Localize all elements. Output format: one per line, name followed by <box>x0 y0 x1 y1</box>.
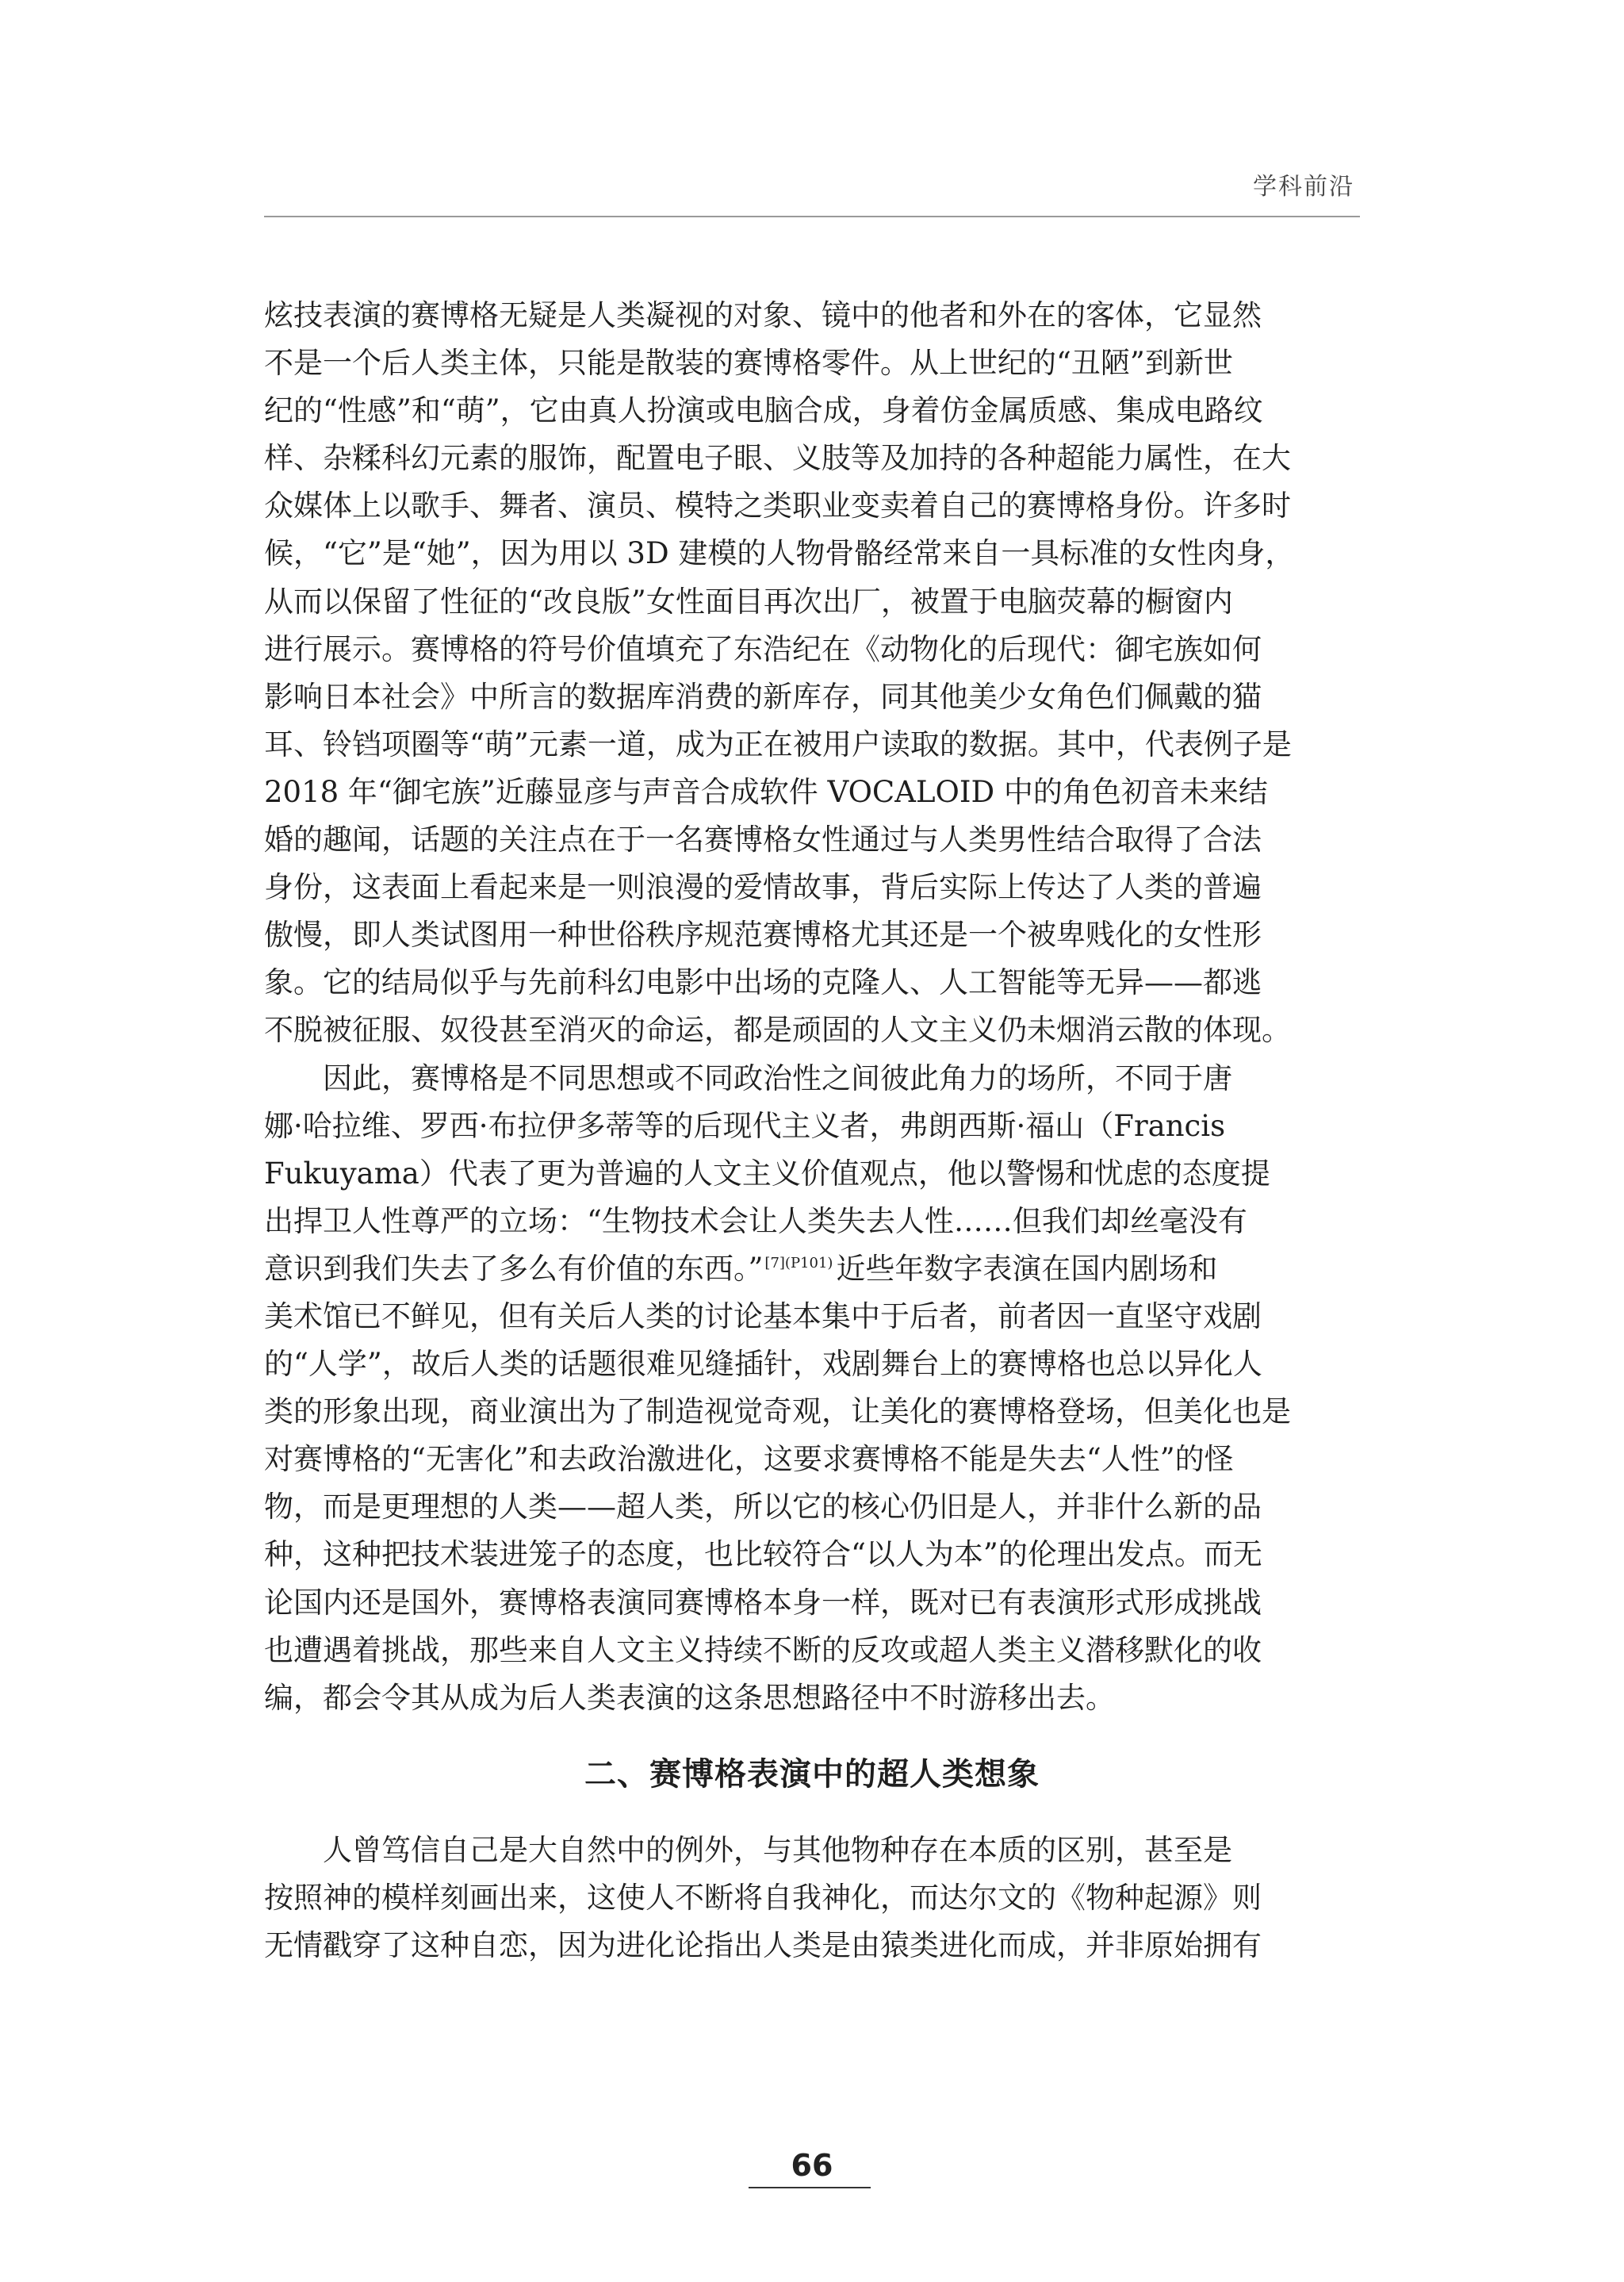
page-number-underline <box>749 2187 871 2188</box>
running-header-section-label: 学科前沿 <box>1253 173 1354 201</box>
text-line: 身份，这表面上看起来是一则浪漫的爱情故事，背后实际上传达了人类的普遍 <box>264 870 1262 905</box>
paragraph-1 <box>264 292 1360 1055</box>
page-number: 66 <box>791 2148 833 2183</box>
text-line: 样、杂糅科幻元素的服饰，配置电子眼、义肢等及加持的各种超能力属性，在大 <box>264 441 1291 476</box>
text-line: 2018 年“御宅族”近藤显彦与声音合成软件 VOCALOID 中的角色初音未来结 <box>264 774 1268 809</box>
text-line: 对赛博格的“无害化”和去政治激进化，这要求赛博格不能是失去“人性”的怪 <box>264 1442 1234 1477</box>
text-line: 傲慢，即人类试图用一种世俗秩序规范赛博格尤其还是一个被卑贱化的女性形 <box>264 918 1262 953</box>
section-heading: 二、赛博格表演中的超人类想象 <box>584 1755 1040 1793</box>
text-line: 的“人学”，故后人类的话题很难见缝插针，戏剧舞台上的赛博格也总以异化人 <box>264 1347 1262 1382</box>
text-line: 进行展示。赛博格的符号价值填充了东浩纪在《动物化的后现代：御宅族如何 <box>264 631 1262 666</box>
text-line: 影响日本社会》中所言的数据库消费的新库存，同其他美少女角色们佩戴的猫 <box>264 679 1262 714</box>
header-divider <box>264 216 1360 217</box>
text-line: 美术馆已不鲜见，但有关后人类的讨论基本集中于后者，前者因一直坚守戏剧 <box>264 1298 1262 1333</box>
text-line: 物，而是更理想的人类——超人类，所以它的核心仍旧是人，并非什么新的品 <box>264 1490 1262 1525</box>
text-line: 按照神的模样刻画出来，这使人不断将自我神化，而达尔文的《物种起源》则 <box>264 1880 1262 1915</box>
text-line: 种，这种把技术装进笼子的态度，也比较符合“以人为本”的伦理出发点。而无 <box>264 1537 1262 1572</box>
citation-tail-text: 近些年数字表演在国内剧场和 <box>836 1251 1218 1286</box>
paragraph-2 <box>264 1055 1360 1722</box>
text-line: 耳、铃铛项圈等“萌”元素一道，成为正在被用户读取的数据。其中，代表例子是 <box>264 727 1292 761</box>
article-body <box>264 292 1360 1969</box>
quote-text: 意识到我们失去了多么有价值的东西。” <box>264 1251 764 1286</box>
text-line: 从而以保留了性征的“改良版”女性面目再次出厂，被置于电脑荧幕的橱窗内 <box>264 584 1233 619</box>
text-line: 因此，赛博格是不同思想或不同政治性之间彼此角力的场所，不同于唐 <box>323 1060 1232 1095</box>
text-line: 人曾笃信自己是大自然中的例外，与其他物种存在本质的区别，甚至是 <box>323 1832 1232 1867</box>
text-line: 论国内还是国外，赛博格表演同赛博格本身一样，既对已有表演形式形成挑战 <box>264 1585 1262 1620</box>
text-line: 象。它的结局似乎与先前科幻电影中出场的克隆人、人工智能等无异——都逃 <box>264 965 1262 1000</box>
text-line: 出捍卫人性尊严的立场：“生物技术会让人类失去人性……但我们却丝毫没有 <box>264 1203 1247 1238</box>
text-line: 众媒体上以歌手、舞者、演员、模特之类职业变卖着自己的赛博格身份。许多时 <box>264 489 1291 524</box>
text-line: 类的形象出现，商业演出为了制造视觉奇观，让美化的赛博格登场，但美化也是 <box>264 1394 1291 1429</box>
text-line: 无情戳穿了这种自恋，因为进化论指出人类是由猿类进化而成，并非原始拥有 <box>264 1928 1262 1962</box>
text-line: 编，都会令其从成为后人类表演的这条思想路径中不时游移出去。 <box>264 1680 1115 1715</box>
text-line: Fukuyama）代表了更为普遍的人文主义价值观点，他以警惕和忧虑的态度提 <box>264 1156 1270 1191</box>
text-line: 纪的“性感”和“萌”，它由真人扮演或电脑合成，身着仿金属质感、集成电路纹 <box>264 393 1263 428</box>
text-line: 不脱被征服、奴役甚至消灭的命运，都是顽固的人文主义仍未烟消云散的体现。 <box>264 1013 1291 1048</box>
citation-marker: [7](P101) <box>764 1254 833 1271</box>
text-line: 婚的趣闻，话题的关注点在于一名赛博格女性通过与人类男性结合取得了合法 <box>264 823 1262 857</box>
text-line: 也遭遇着挑战，那些来自人文主义持续不断的反攻或超人类主义潜移默化的收 <box>264 1632 1262 1667</box>
text-line: 候，“它”是“她”，因为用以 3D 建模的人物骨骼经常来自一具标准的女性肉身， <box>264 536 1295 571</box>
text-line-with-citation <box>264 1245 1360 1293</box>
text-line: 娜·哈拉维、罗西·布拉伊多蒂等的后现代主义者，弗朗西斯·福山（Francis <box>264 1108 1226 1143</box>
text-line: 炫技表演的赛博格无疑是人类凝视的对象、镜中的他者和外在的客体，它显然 <box>264 298 1262 332</box>
text-line: 不是一个后人类主体，只能是散装的赛博格零件。从上世纪的“丑陋”到新世 <box>264 346 1233 381</box>
paragraph-3 <box>264 1827 1360 1969</box>
